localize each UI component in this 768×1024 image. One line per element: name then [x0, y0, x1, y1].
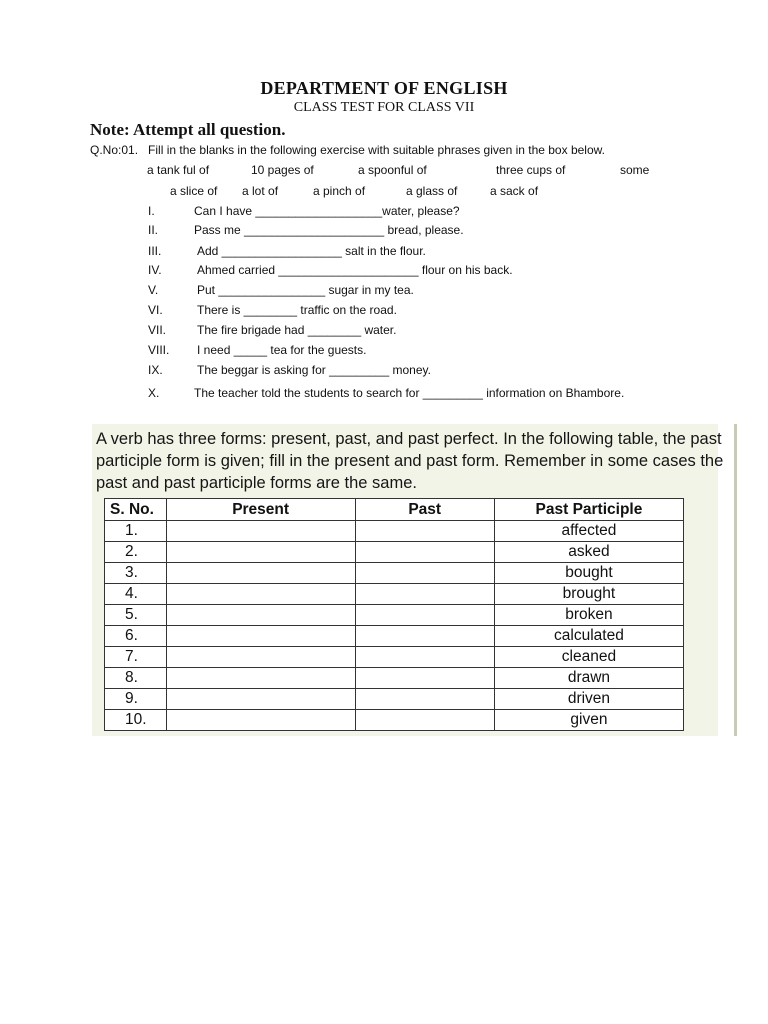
- present-cell[interactable]: [166, 605, 355, 626]
- past-cell[interactable]: [355, 584, 494, 605]
- column-header-sno: S. No.: [105, 499, 167, 521]
- row-number: 1.: [105, 521, 167, 542]
- item-number: VII.: [148, 323, 167, 337]
- item-text: Ahmed carried _____________________ flour on his back.: [197, 263, 513, 277]
- present-cell[interactable]: [166, 710, 355, 731]
- item-number: V.: [148, 283, 159, 297]
- past-participle-cell: calculated: [494, 626, 683, 647]
- phrase-option: 10 pages of: [251, 163, 314, 177]
- table-row: [105, 584, 684, 605]
- question-1-line: [90, 143, 605, 157]
- item-number: VIII.: [148, 343, 170, 357]
- present-cell[interactable]: [166, 647, 355, 668]
- table-row: [105, 710, 684, 731]
- page-subtitle: CLASS TEST FOR CLASS VII: [293, 100, 475, 115]
- item-text: There is ________ traffic on the road.: [197, 303, 397, 317]
- question-1-instruction: Fill in the blanks in the following exercise with suitable phrases given in the box below.: [148, 143, 605, 157]
- phrase-option: a slice of: [170, 184, 218, 198]
- phrase-option: a lot of: [242, 184, 279, 198]
- verb-forms-table: [104, 498, 684, 731]
- past-cell[interactable]: [355, 626, 494, 647]
- row-number: 9.: [105, 689, 167, 710]
- panel-border: [734, 424, 737, 736]
- past-participle-cell: drawn: [494, 668, 683, 689]
- item-text: The teacher told the students to search for _________ information on Bhambore.: [194, 386, 625, 400]
- past-participle-cell: given: [494, 710, 683, 731]
- phrase-option: some: [620, 163, 650, 177]
- past-cell[interactable]: [355, 542, 494, 563]
- question-1-label: Q.No:01.: [90, 143, 139, 157]
- past-participle-cell: asked: [494, 542, 683, 563]
- row-number: 10.: [105, 710, 167, 731]
- present-cell[interactable]: [166, 626, 355, 647]
- row-number: 2.: [105, 542, 167, 563]
- item-number: I.: [148, 204, 155, 218]
- past-cell[interactable]: [355, 689, 494, 710]
- item-text: Pass me _____________________ bread, please.: [194, 223, 464, 237]
- item-number: VI.: [148, 303, 163, 317]
- row-number: 5.: [105, 605, 167, 626]
- table-row: [105, 563, 684, 584]
- past-cell[interactable]: [355, 647, 494, 668]
- past-participle-cell: driven: [494, 689, 683, 710]
- row-number: 8.: [105, 668, 167, 689]
- present-cell[interactable]: [166, 563, 355, 584]
- past-cell[interactable]: [355, 521, 494, 542]
- past-participle-cell: affected: [494, 521, 683, 542]
- item-text: Put ________________ sugar in my tea.: [197, 283, 414, 297]
- phrase-option: a tank ful of: [147, 163, 210, 177]
- column-header-past-participle: Past Participle: [494, 499, 683, 521]
- row-number: 3.: [105, 563, 167, 584]
- item-text: The fire brigade had ________ water.: [197, 323, 397, 337]
- question-2-instruction: A verb has three forms: present, past, and past perfect. In the following table, the past participle form is given; fill in the present and past form. Remember in some cases the past and past participle forms are the same.: [96, 430, 724, 492]
- row-number: 4.: [105, 584, 167, 605]
- past-cell[interactable]: [355, 668, 494, 689]
- phrase-option: a sack of: [490, 184, 539, 198]
- phrase-option: a glass of: [406, 184, 458, 198]
- phrase-option: a pinch of: [313, 184, 366, 198]
- table-row: [105, 626, 684, 647]
- past-participle-cell: brought: [494, 584, 683, 605]
- past-participle-cell: bought: [494, 563, 683, 584]
- column-header-present: Present: [166, 499, 355, 521]
- item-text: I need _____ tea for the guests.: [197, 343, 367, 357]
- item-text: Add __________________ salt in the flour.: [197, 244, 426, 258]
- phrase-option: a spoonful of: [358, 163, 427, 177]
- phrase-option: three cups of: [496, 163, 566, 177]
- present-cell[interactable]: [166, 584, 355, 605]
- table-row: [105, 668, 684, 689]
- table-row: [105, 647, 684, 668]
- present-cell[interactable]: [166, 689, 355, 710]
- table-header-row: [105, 499, 684, 521]
- table-row: [105, 542, 684, 563]
- row-number: 6.: [105, 626, 167, 647]
- past-participle-cell: broken: [494, 605, 683, 626]
- present-cell[interactable]: [166, 668, 355, 689]
- item-number: IV.: [148, 263, 162, 277]
- page-title: DEPARTMENT OF ENGLISH: [260, 78, 508, 98]
- note-heading: Note: Attempt all question.: [90, 120, 286, 139]
- row-number: 7.: [105, 647, 167, 668]
- item-number: X.: [148, 386, 160, 400]
- present-cell[interactable]: [166, 542, 355, 563]
- present-cell[interactable]: [166, 521, 355, 542]
- column-header-past: Past: [355, 499, 494, 521]
- table-row: [105, 521, 684, 542]
- past-cell[interactable]: [355, 563, 494, 584]
- past-cell[interactable]: [355, 710, 494, 731]
- table-row: [105, 605, 684, 626]
- past-participle-cell: cleaned: [494, 647, 683, 668]
- item-number: II.: [148, 223, 159, 237]
- item-text: The beggar is asking for _________ money.: [197, 363, 431, 377]
- item-number: III.: [148, 244, 162, 258]
- item-text: Can I have ___________________water, please?: [194, 204, 460, 218]
- item-number: IX.: [148, 363, 163, 377]
- table-row: [105, 689, 684, 710]
- past-cell[interactable]: [355, 605, 494, 626]
